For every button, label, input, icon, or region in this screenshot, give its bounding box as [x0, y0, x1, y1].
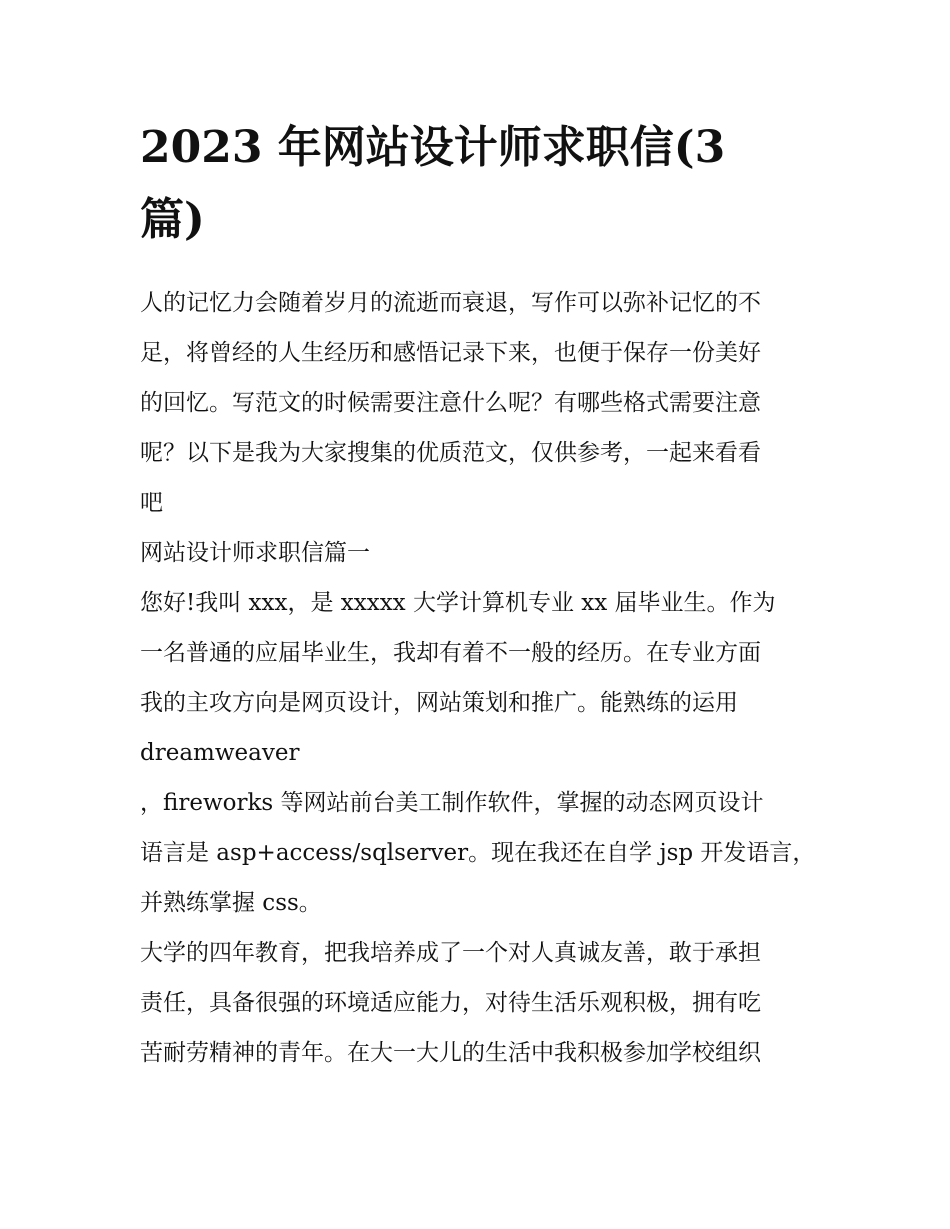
title-spacer: [140, 256, 812, 278]
paragraph-line: 责任，具备很强的环境适应能力，对待生活乐观积极，拥有吃: [140, 990, 761, 1016]
intro-line: 足，将曾经的人生经历和感悟记录下来，也便于保存一份美好: [140, 340, 761, 366]
document-page: [140, 112, 816, 1078]
title-line-1: 2023 年网站设计师求职信(3: [140, 122, 726, 173]
document-title: [140, 112, 812, 256]
paragraph-line: dreamweaver: [140, 740, 300, 766]
paragraph-line: 大学的四年教育，把我培养成了一个对人真诚友善，敢于承担: [140, 940, 761, 966]
paragraph-line: 苦耐劳精神的青年。在大一大儿的生活中我积极参加学校组织: [140, 1040, 761, 1066]
letter-paragraph-1: [140, 578, 816, 928]
intro-line: 人的记忆力会随着岁月的流逝而衰退，写作可以弥补记忆的不: [140, 290, 761, 316]
letter-paragraph-2: [140, 928, 812, 1078]
paragraph-line: 语言是 asp+access/sqlserver。现在我还在自学 jsp 开发语言，: [140, 840, 816, 866]
paragraph-line: ，fireworks 等网站前台美工制作软件，掌握的动态网页设计: [140, 790, 764, 816]
intro-line: 的回忆。写范文的时候需要注意什么呢？有哪些格式需要注意: [140, 390, 761, 416]
paragraph-line: 您好!我叫 xxx，是 xxxxx 大学计算机专业 xx 届毕业生。作为: [140, 590, 776, 616]
intro-paragraph: [140, 278, 812, 528]
paragraph-line: 并熟练掌握 css。: [140, 890, 322, 916]
section-heading: 网站设计师求职信篇一: [140, 540, 370, 566]
title-line-2: 篇): [140, 194, 205, 245]
paragraph-line: 一名普通的应届毕业生，我却有着不一般的经历。在专业方面: [140, 640, 761, 666]
intro-line: 呢？以下是我为大家搜集的优质范文，仅供参考，一起来看看: [140, 440, 761, 466]
paragraph-line: 我的主攻方向是网页设计，网站策划和推广。能熟练的运用: [140, 690, 738, 716]
intro-line: 吧: [140, 490, 163, 516]
